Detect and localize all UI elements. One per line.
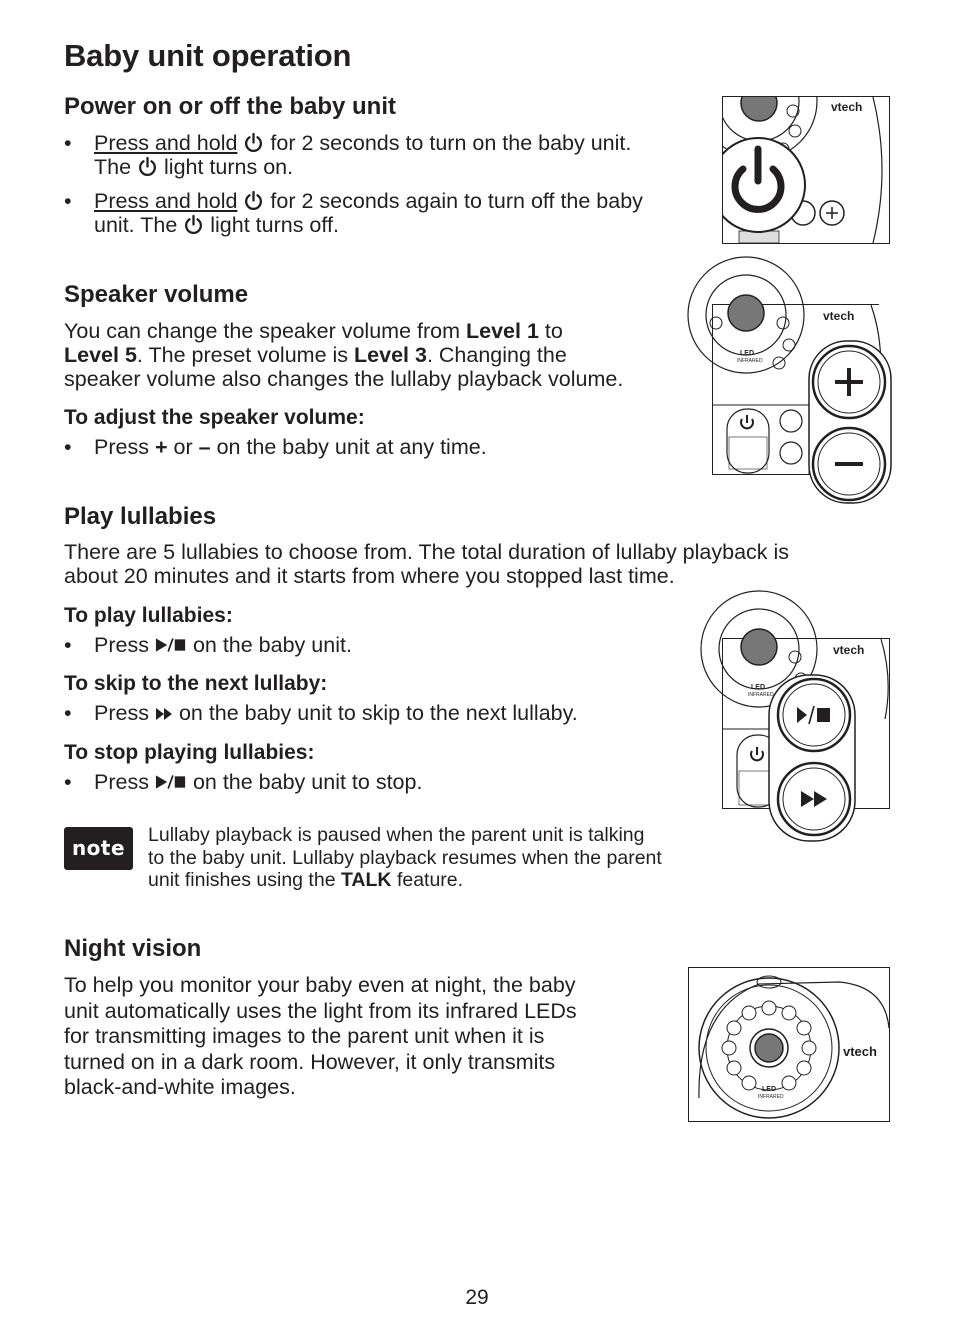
note-badge: note bbox=[64, 827, 133, 870]
infrared-label: INFRARED bbox=[737, 358, 763, 364]
brand-logo: vtech bbox=[843, 1044, 877, 1059]
lullabies-text: There are 5 lullabies to choose from. The total duration of lullaby playback is about 20 minutes and it starts from where you stopped last time. bbox=[64, 540, 790, 588]
press-and-hold-link[interactable]: Press and hold bbox=[94, 131, 238, 155]
play-lullabies-subheading: To play lullabies: bbox=[64, 604, 233, 627]
play-lullabies-bullet: • Press on the baby unit. bbox=[64, 633, 352, 657]
night-vision-text: To help you monitor your baby even at night, the baby unit automatically uses the light from its infrared LEDs for transmitting images to the parent unit when it is turned on in a dark room. However, it only transmits black-and-white images. bbox=[64, 973, 577, 1099]
led-label: LED bbox=[751, 684, 765, 691]
brand-logo: vtech bbox=[833, 643, 865, 657]
speaker-volume-text: You can change the speaker volume from Level 1 to Level 5. The preset volume is Level 3. Changing the speaker volume also changes the lullaby playback volume. bbox=[64, 319, 624, 391]
power-bullet-on: • Press and hold for 2 seconds to turn on the baby unit. The light turns on. bbox=[64, 131, 632, 179]
stop-lullaby-bullet: • Press on the baby unit to stop. bbox=[64, 770, 423, 794]
led-label: LED bbox=[762, 1086, 776, 1093]
power-icon bbox=[243, 190, 264, 212]
skip-lullaby-bullet: • Press on the baby unit to skip to the next lullaby. bbox=[64, 701, 578, 725]
power-icon bbox=[183, 214, 204, 236]
speaker-volume-heading: Speaker volume bbox=[64, 281, 249, 308]
infrared-label: INFRARED bbox=[748, 692, 774, 698]
power-button-figure bbox=[722, 96, 890, 244]
infrared-leds-figure bbox=[688, 967, 890, 1122]
lullaby-buttons-figure bbox=[722, 638, 890, 809]
press-and-hold-link[interactable]: Press and hold bbox=[94, 189, 238, 213]
led-label: LED bbox=[740, 350, 754, 357]
play-stop-icon bbox=[155, 637, 187, 653]
play-lullabies-heading: Play lullabies bbox=[64, 503, 217, 530]
power-heading: Power on or off the baby unit bbox=[64, 93, 396, 120]
night-vision-heading: Night vision bbox=[64, 935, 202, 962]
page-number: 29 bbox=[465, 1286, 489, 1309]
skip-forward-icon bbox=[155, 707, 173, 721]
brand-logo: vtech bbox=[823, 309, 855, 323]
brand-logo: vtech bbox=[831, 100, 863, 114]
stop-lullaby-subheading: To stop playing lullabies: bbox=[64, 741, 315, 764]
volume-buttons-figure bbox=[712, 304, 879, 475]
adjust-volume-bullet: • Press + or – on the baby unit at any time. bbox=[64, 435, 487, 459]
infrared-label: INFRARED bbox=[758, 1094, 784, 1100]
power-bullet-off: • Press and hold for 2 seconds again to turn off the baby unit. The light turns off. bbox=[64, 189, 643, 237]
power-icon bbox=[243, 132, 264, 154]
power-icon bbox=[137, 156, 158, 178]
note-text: Lullaby playback is paused when the parent unit is talking to the baby unit. Lullaby playback resumes when the parent unit finishes using the TALK feature. bbox=[148, 824, 662, 891]
page-title: Baby unit operation bbox=[64, 38, 352, 73]
adjust-volume-subheading: To adjust the speaker volume: bbox=[64, 406, 365, 429]
skip-lullaby-subheading: To skip to the next lullaby: bbox=[64, 672, 328, 695]
play-stop-icon bbox=[155, 774, 187, 790]
